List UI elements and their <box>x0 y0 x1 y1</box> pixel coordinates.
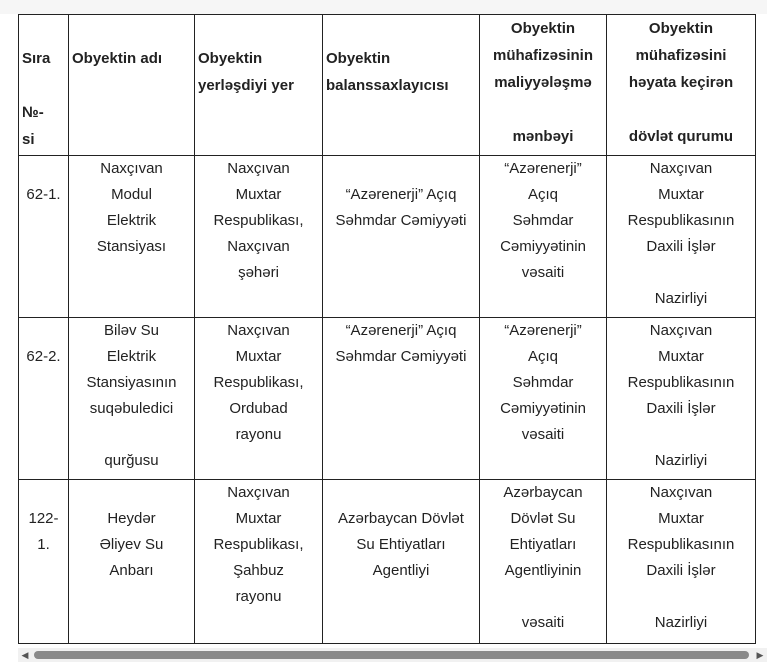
object-name <box>69 156 195 318</box>
funding-source <box>480 156 607 318</box>
cell-text-line: Respublikası, <box>213 212 304 229</box>
cell-text-line: Səhmdar Cəmiyyəti <box>335 212 467 229</box>
balance-holder <box>323 480 480 644</box>
header-balance-holder <box>323 15 480 156</box>
cell-text-line: Respublikasının <box>627 374 735 391</box>
row-number <box>19 480 69 644</box>
cell-text-line: dövlət qurumu <box>628 128 734 145</box>
cell-text-line: vəsaiti <box>521 264 565 281</box>
cell-text-line: Nazirliyi <box>654 614 708 631</box>
cell-text-line: Obyektin adı <box>72 50 163 67</box>
cell-text-line: Naxçıvan <box>649 484 713 501</box>
cell-text-line: “Azərenerji” <box>504 160 582 177</box>
cell-text-line: Anbarı <box>109 562 154 579</box>
cell-text-line: qurğusu <box>104 452 159 469</box>
cell-text-line: Naxçıvan <box>100 160 163 177</box>
cell-text-line: Obyektin <box>510 20 576 37</box>
cell-text-line: Daxili İşlər <box>646 400 716 417</box>
balance-holder <box>323 318 480 480</box>
cell-text-line: Stansiyasının <box>86 374 177 391</box>
cell-text-line: Səhmdar Cəmiyyəti <box>335 348 467 365</box>
cell-text-line: 62-2. <box>26 348 61 365</box>
cell-text-line: Səhmdar <box>512 374 574 391</box>
header-name <box>69 15 195 156</box>
cell-text-line: Azərbaycan <box>503 484 583 501</box>
horizontal-scrollbar[interactable] <box>18 648 767 662</box>
cell-text-line: 1. <box>37 536 50 553</box>
cell-text-line: Elektrik <box>106 348 157 365</box>
scroll-right-arrow-icon[interactable]: ▶ <box>756 650 764 660</box>
cell-text-line: Ordubad <box>229 400 288 417</box>
header-row <box>19 15 756 156</box>
cell-text-line: Naxçıvan <box>227 322 290 339</box>
object-location <box>195 480 323 644</box>
cell-text-line: Cəmiyyətinin <box>500 400 586 417</box>
cell-text-line: Daxili İşlər <box>646 238 716 255</box>
cell-text-line: Azərbaycan Dövlət <box>338 510 464 527</box>
cell-text-line: Şahbuz <box>233 562 284 579</box>
cell-text-line: vəsaiti <box>521 426 565 443</box>
header-number <box>19 15 69 156</box>
cell-text-line: Əliyev Su <box>99 536 164 553</box>
cell-text-line: 122- <box>28 510 59 527</box>
security-agency <box>607 480 756 644</box>
cell-text-line: Nazirliyi <box>654 452 708 469</box>
scroll-left-arrow-icon[interactable]: ◀ <box>21 650 29 660</box>
cell-text-line: Respublikası, <box>213 374 304 391</box>
header-location <box>195 15 323 156</box>
cell-text-line: Muxtar <box>658 510 704 527</box>
cell-text-line: mühafizəsini <box>635 47 727 64</box>
scrollbar-thumb[interactable] <box>34 651 749 659</box>
cell-text-line: Nazirliyi <box>654 290 708 307</box>
cell-text-line: №- <box>22 104 44 121</box>
cell-text-line: Muxtar <box>658 186 704 203</box>
balance-holder <box>323 156 480 318</box>
cell-text-line: Elektrik <box>106 212 157 229</box>
cell-text-line: həyata keçirən <box>628 74 734 91</box>
funding-source <box>480 318 607 480</box>
cell-text-line: Obyektin <box>198 50 263 67</box>
cell-text-line: mühafizəsinin <box>492 47 593 64</box>
security-agency <box>607 156 756 318</box>
cell-text-line: Səhmdar <box>512 212 574 229</box>
cell-text-line: Stansiyası <box>96 238 167 255</box>
top-band <box>0 0 767 14</box>
cell-text-line: vəsaiti <box>521 614 565 631</box>
funding-source <box>480 480 607 644</box>
cell-text-line: Muxtar <box>235 348 282 365</box>
cell-text-line: Obyektin <box>648 20 714 37</box>
cell-text-line: Naxçıvan <box>649 322 713 339</box>
header-security-agency <box>607 15 756 156</box>
cell-text-line: Respublikası, <box>213 536 304 553</box>
cell-text-line: Açıq <box>527 348 558 365</box>
cell-text-line: Dövlət Su <box>510 510 576 527</box>
cell-text-line: Heydər <box>107 510 156 527</box>
cell-text-line: Muxtar <box>235 510 282 527</box>
cell-text-line: “Azərenerji” <box>504 322 582 339</box>
cell-text-line: Naxçıvan <box>227 484 290 501</box>
cell-text-line: Cəmiyyətinin <box>500 238 586 255</box>
security-agency <box>607 318 756 480</box>
cell-text-line: rayonu <box>235 588 282 605</box>
cell-text-line: Modul <box>111 186 152 203</box>
table-container[interactable] <box>18 14 767 648</box>
cell-text-line: balanssaxlayıcısı <box>326 77 449 94</box>
objects-table <box>18 14 756 644</box>
cell-text-line: Muxtar <box>658 348 704 365</box>
cell-text-line: Naxçıvan <box>649 160 713 177</box>
object-name <box>69 480 195 644</box>
cell-text-line: Respublikasının <box>627 536 735 553</box>
cell-text-line: Muxtar <box>235 186 282 203</box>
row-number <box>19 156 69 318</box>
cell-text-line: maliyyələşmə <box>494 74 592 91</box>
row-number <box>19 318 69 480</box>
cell-text-line: Su Ehtiyatları <box>356 536 446 553</box>
cell-text-line: Biləv Su <box>103 322 160 339</box>
cell-text-line: Naxçıvan <box>227 160 290 177</box>
object-location <box>195 318 323 480</box>
cell-text-line: Agentliyi <box>372 562 430 579</box>
cell-text-line: si <box>22 131 35 148</box>
cell-text-line: rayonu <box>235 426 282 443</box>
cell-text-line: Açıq <box>527 186 558 203</box>
cell-text-line: Obyektin <box>326 50 391 67</box>
table-row <box>19 318 756 480</box>
cell-text-line: suqəbuledici <box>89 400 174 417</box>
cell-text-line: Agentliyinin <box>504 562 582 579</box>
cell-text-line: Ehtiyatları <box>509 536 577 553</box>
cell-text-line: Respublikasının <box>627 212 735 229</box>
cell-text-line: Sıra <box>22 50 51 67</box>
cell-text-line: “Azərenerji” Açıq <box>345 322 457 339</box>
cell-text-line: “Azərenerji” Açıq <box>345 186 457 203</box>
table-row <box>19 156 756 318</box>
cell-text-line: 62-1. <box>26 186 61 203</box>
cell-text-line: mənbəyi <box>512 128 574 145</box>
cell-text-line: Daxili İşlər <box>646 562 716 579</box>
cell-text-line: yerləşdiyi yer <box>198 77 294 94</box>
cell-text-line: Naxçıvan <box>227 238 290 255</box>
table-row <box>19 480 756 644</box>
header-funding-source <box>480 15 607 156</box>
cell-text-line: şəhəri <box>238 264 279 281</box>
object-location <box>195 156 323 318</box>
object-name <box>69 318 195 480</box>
